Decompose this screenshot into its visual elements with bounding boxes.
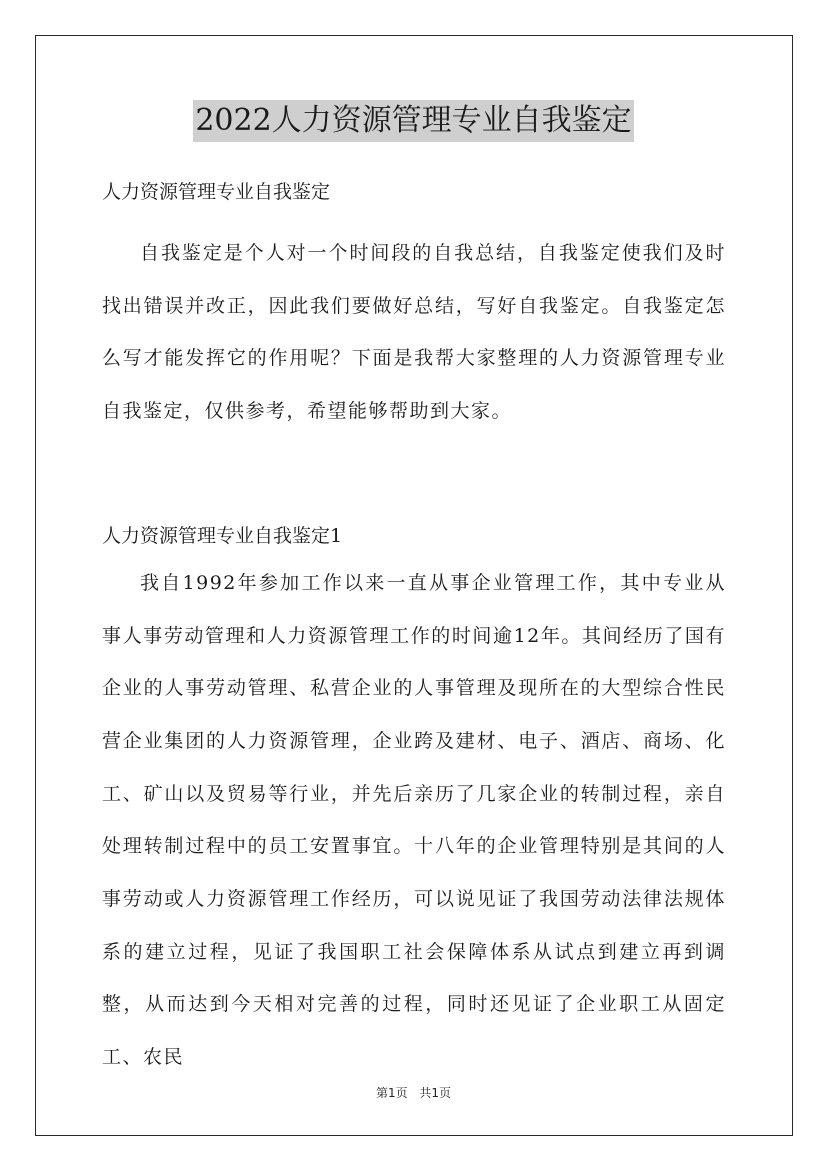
intro-paragraph: 自我鉴定是个人对一个时间段的自我总结，自我鉴定使我们及时找出错误并改正，因此我们要做好总结，写好自我鉴定。自我鉴定怎么写才能发挥它的作用呢？下面是我帮大家整理的人力资源管理专业自我鉴定，仅供参考，希望能够帮助到大家。 (102, 242, 726, 423)
page-number: 第1页 (375, 1086, 408, 1100)
page-total: 共1页 (419, 1086, 452, 1100)
section1-paragraph: 我自1992年参加工作以来一直从事企业管理工作，其中专业从事人事劳动管理和人力资源管理工作的时间逾12年。其间经历了国有企业的人事劳动管理、私营企业的人事管理及现所在的大型综合性民营企业集团的人力资源管理，企业跨及建材、电子、酒店、商场、化工、矿山以及贸易等行业，并先后亲历了几家企业的转制过程，亲自处理转制过程中的员工安置事宜。十八年的企业管理特别是其间的人事劳动或人力资源管理工作经历，可以说见证了我国劳动法律法规体系的建立过程，见证了我国职工社会保障体系从试点到建立再到调整，从而达到今天相对完善的过程，同时还见证了企业职工从固定工、农民 (102, 571, 726, 1069)
section1-heading: 人力资源管理专业自我鉴定1 (102, 524, 343, 547)
document-title: 2022人力资源管理专业自我鉴定 (193, 100, 633, 142)
intro-heading: 人力资源管理专业自我鉴定 (102, 181, 331, 203)
title-container (0, 100, 827, 142)
section-gap (102, 438, 726, 516)
document-body (102, 172, 726, 1084)
page-footer (0, 1084, 827, 1101)
